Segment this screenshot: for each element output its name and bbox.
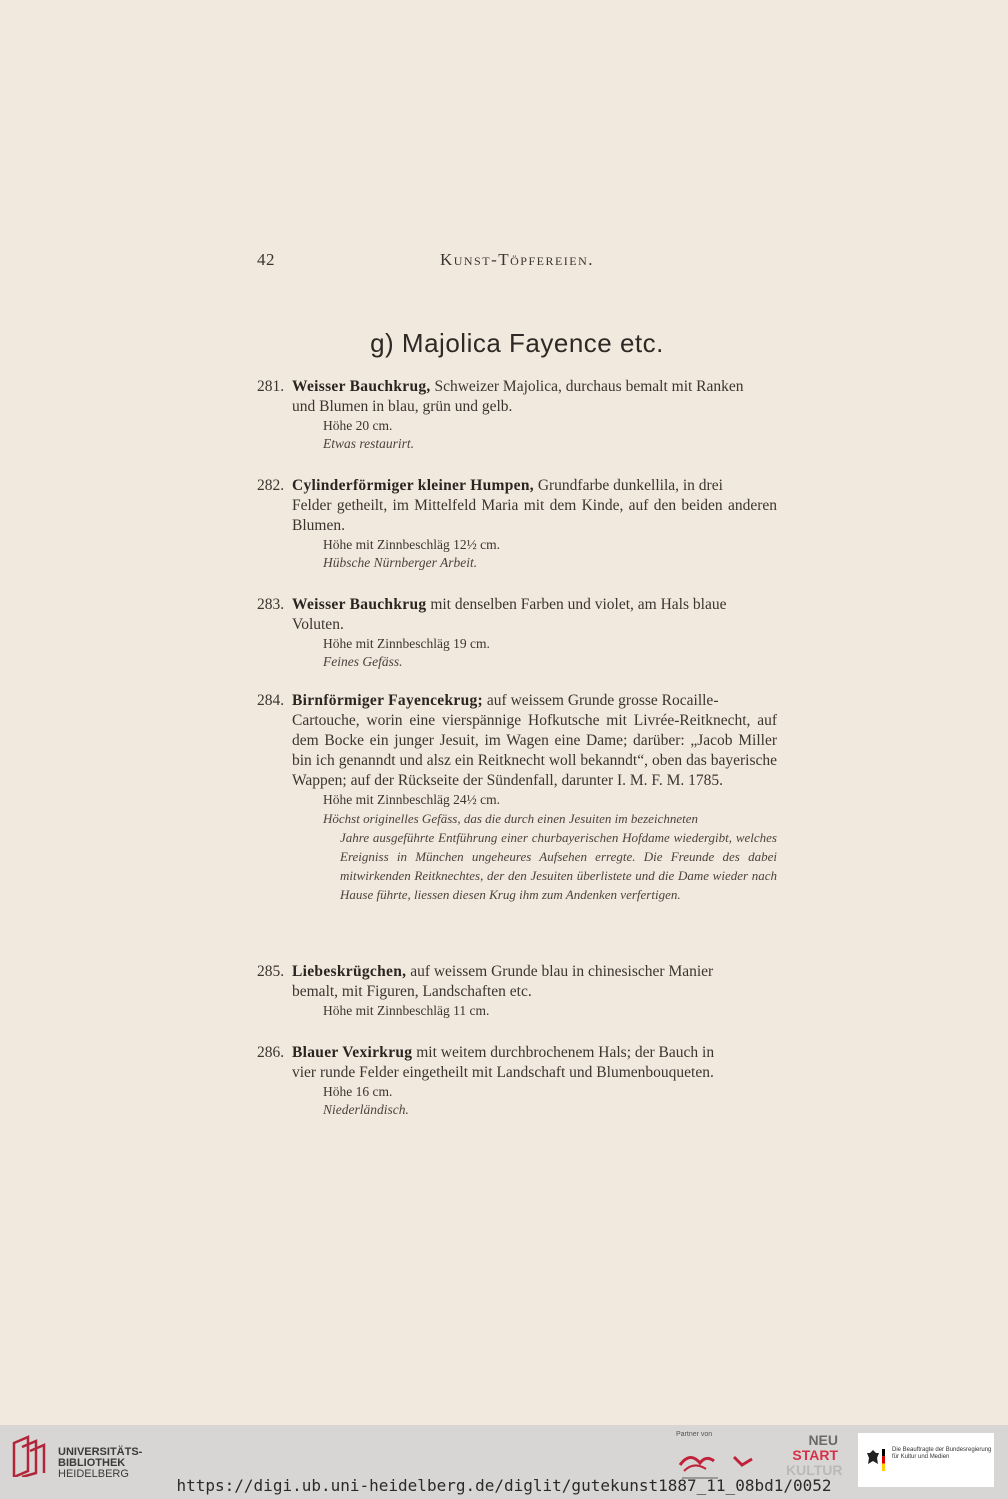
entry-measure: Höhe 20 cm. xyxy=(323,418,393,433)
entry-headword: Cylinderförmiger kleiner Humpen, xyxy=(292,477,534,494)
entry-text: auf weissem Grunde blau in chinesischer Manier xyxy=(406,963,714,980)
entry-note: Feines Gefäss. xyxy=(323,654,403,669)
entry-number: 283. xyxy=(257,596,285,613)
entry-headword: Birnförmiger Fayencekrug; xyxy=(292,692,484,709)
entry-note xyxy=(257,809,777,904)
partner-label: Partner von xyxy=(676,1431,713,1438)
running-head xyxy=(257,250,777,274)
entry-text-continued: Voluten. xyxy=(292,616,344,633)
german-flag-icon xyxy=(882,1449,885,1471)
entry-number: 281. xyxy=(257,378,285,395)
catalog-entry-285 xyxy=(257,962,777,1020)
library-name-line: HEIDELBERG xyxy=(58,1468,129,1480)
entry-headword: Weisser Bauchkrug, xyxy=(292,378,431,395)
library-name-line: BIBLIOTHEK xyxy=(58,1457,126,1469)
entry-measure: Höhe 16 cm. xyxy=(323,1084,393,1099)
entry-measure: Höhe mit Zinnbeschläg 24½ cm. xyxy=(323,792,500,807)
entry-note-first: Höchst originelles Gefäss, das die durch einen Jesuiten im bezeichneten xyxy=(323,811,698,826)
running-title: Kunst-Töpfereien. xyxy=(439,250,595,269)
entry-text: mit denselben Farben und violet, am Hals blaue xyxy=(426,596,727,613)
entry-text: mit weitem durchbrochenem Hals; der Bauch in xyxy=(412,1044,715,1061)
entry-text: auf weissem Grunde grosse Rocaille- xyxy=(483,692,719,709)
neustart-line: NEU xyxy=(808,1432,838,1448)
catalog-entry-281 xyxy=(257,377,777,453)
entry-number: 285. xyxy=(257,963,285,980)
entry-headword: Blauer Vexirkrug xyxy=(292,1044,413,1061)
neustart-line: START xyxy=(792,1447,838,1463)
entry-note: Niederländisch. xyxy=(323,1102,409,1117)
entry-text-continued: bemalt, mit Figuren, Landschaften etc. xyxy=(292,983,532,1000)
entry-text-continued: vier runde Felder eingetheilt mit Landschaft und Blumenbouqueten. xyxy=(292,1064,714,1081)
catalog-entry-282 xyxy=(257,476,777,572)
permalink-url[interactable]: https://digi.ub.uni-heidelberg.de/diglit/gutekunst1887_11_08bd1/0052 xyxy=(176,1476,832,1495)
library-name-line: UNIVERSITÄTS- xyxy=(58,1446,143,1458)
page-number: 42 xyxy=(257,250,275,269)
entry-text: Grundfarbe dunkellila, in drei xyxy=(533,477,723,494)
entry-headword: Weisser Bauchkrug xyxy=(292,596,427,613)
entry-number: 282. xyxy=(257,477,285,494)
catalog-entry-286 xyxy=(257,1043,777,1119)
entry-measure: Höhe mit Zinnbeschläg 12½ cm. xyxy=(323,537,500,552)
entry-text-continued: Felder getheilt, im Mittelfeld Maria mit dem Kinde, auf den beiden anderen Blumen. xyxy=(292,497,777,534)
entry-text-continued: Cartouche, worin eine vierspännige Hofkutsche mit Livrée-Reitknecht, auf dem Bocke ein junger Jesuit, im Wagen eine Dame; darüber: „Jacob Miller bin ich genanndt und alsz ein Reitknecht woll bekanndt“, oben das bayerische Wappen; auf der Rückseite der Sündenfall, darunter I. M. F. M. 1785. xyxy=(292,712,777,789)
entry-note: Hübsche Nürnberger Arbeit. xyxy=(323,555,478,570)
neustart-line: KULTUR xyxy=(786,1462,843,1478)
entry-number: 284. xyxy=(257,692,285,709)
entry-measure: Höhe mit Zinnbeschläg 19 cm. xyxy=(323,636,490,651)
entry-headword: Liebeskrügchen, xyxy=(292,963,407,980)
entry-note: Etwas restaurirt. xyxy=(323,436,415,451)
section-title: g) Majolica Fayence etc. xyxy=(370,328,664,358)
entry-text-continued: und Blumen in blau, grün und gelb. xyxy=(292,398,513,415)
library-emblem-icon xyxy=(10,1433,50,1477)
catalog-entry-284 xyxy=(257,691,777,904)
entry-note-continued: Jahre ausgeführte Entführung einer churbayerischen Hofdame wiedergibt, welches Ereigniss in München ungeheures Aufsehen erregte. Die Freunde des dabei mitwirkenden Reitknechtes, der den Jesuiten überlistete und die Dame wieder nach Hause führte, liessen diesen Krug ihm zum Andenken verfertigen. xyxy=(340,830,777,902)
federal-eagle-icon xyxy=(866,1449,880,1467)
catalog-entry-283 xyxy=(257,595,777,671)
entry-number: 286. xyxy=(257,1044,285,1061)
entry-text: Schweizer Majolica, durchaus bemalt mit Ranken xyxy=(430,378,744,395)
bkm-line: für Kultur und Medien xyxy=(892,1454,950,1460)
entry-measure: Höhe mit Zinnbeschläg 11 cm. xyxy=(323,1003,490,1018)
bkm-line: Die Beauftragte der Bundesregierung xyxy=(892,1447,992,1453)
